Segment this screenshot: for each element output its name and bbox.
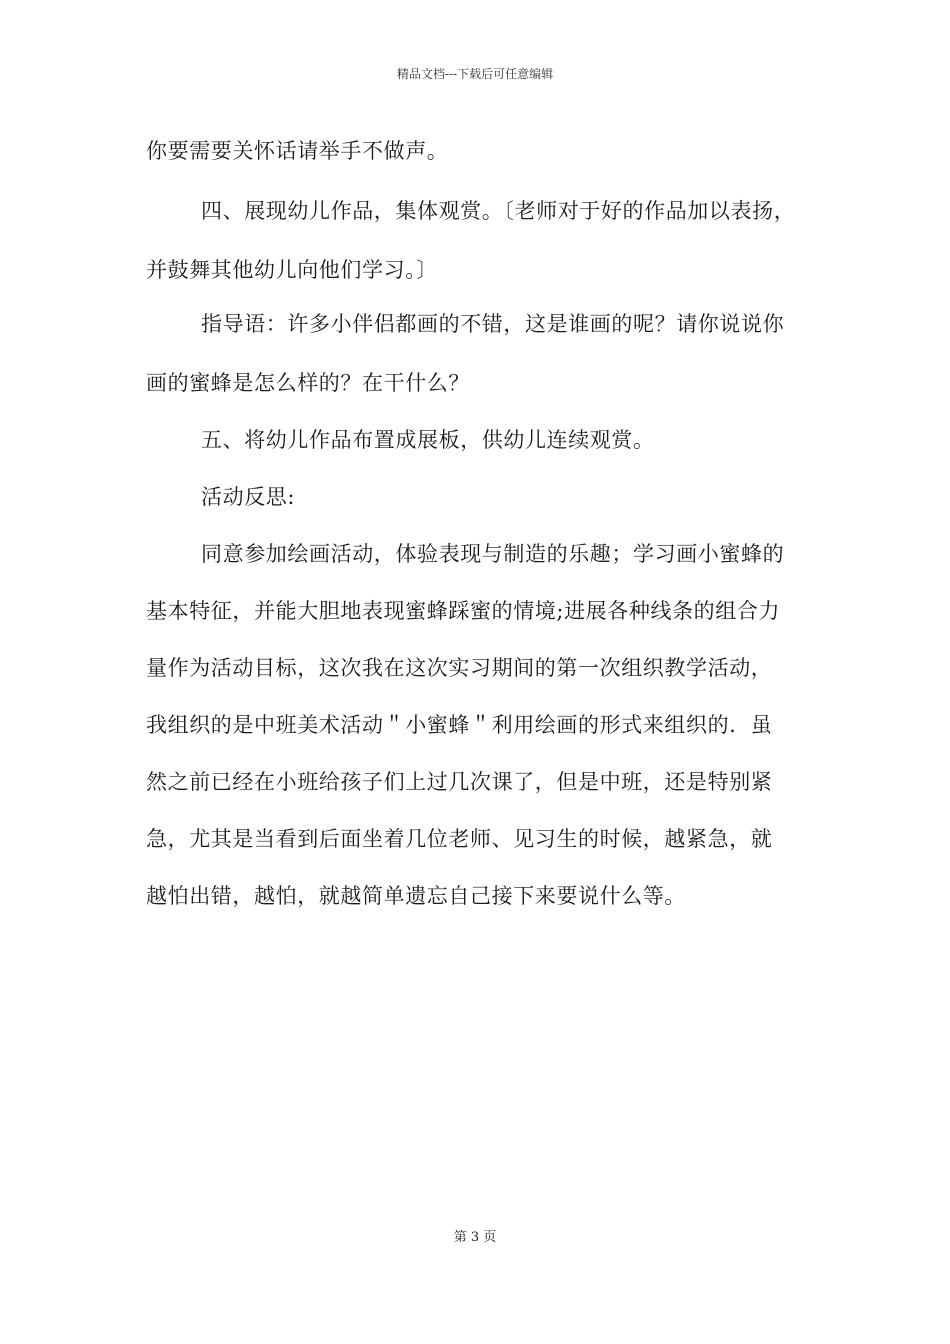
text-line: 然之前已经在小班给孩子们上过几次课了，但是中班，还是特别紧 [146, 770, 773, 794]
text-line: 活动反思: [201, 485, 296, 509]
text-line: 指导语：许多小伴侣都画的不错，这是谁画的呢？请你说说你 [201, 312, 785, 336]
text-line: 我组织的是中班美术活动＂小蜜蜂＂利用绘画的形式来组织的．虽 [146, 713, 773, 737]
page-number: 第 3 页 [453, 1230, 497, 1245]
text-line: 越怕出错，越怕，就越简单遗忘自己接下来要说什么等。 [146, 884, 686, 908]
text-line: 量作为活动目标，这次我在这次实习期间的第一次组织教学活动， [146, 656, 773, 680]
text-line: 你要需要关怀话请举手不做声。 [146, 139, 449, 163]
text-line: 五、将幼儿作品布置成展板，供幼儿连续观赏。 [201, 428, 655, 452]
text-line: 同意参加绘画活动，体验表现与制造的乐趣；学习画小蜜蜂的 [201, 542, 785, 566]
text-line: 并鼓舞其他幼儿向他们学习。〕 [146, 258, 438, 282]
text-line: 四、展现幼儿作品，集体观赏。〔老师对于好的作品加以表扬， [201, 199, 796, 223]
text-line: 急，尤其是当看到后面坐着几位老师、见习生的时候，越紧急，就 [146, 827, 773, 851]
text-line: 画的蜜蜂是怎么样的？在干什么？ [146, 371, 470, 395]
text-line: 基本特征，并能大胆地表现蜜蜂踩蜜的情境;进展各种线条的组合力 [146, 599, 781, 623]
page-header: 精品文档---下载后可任意编辑 [396, 67, 554, 81]
